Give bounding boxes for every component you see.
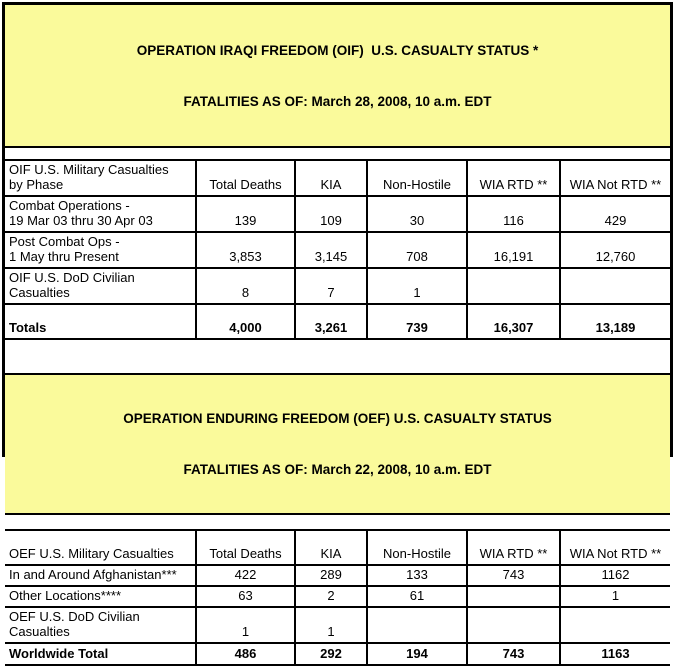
- oef-banner-subtitle: FATALITIES AS OF: March 22, 2008, 10 a.m. EDT: [183, 462, 492, 477]
- spacer: [5, 340, 670, 373]
- wia-not-rtd-total: 13,189: [560, 304, 670, 339]
- wia-not-rtd-value: 1162: [560, 565, 670, 586]
- wia-not-rtd-value: 12,760: [560, 232, 670, 268]
- total-deaths-value: 1: [196, 607, 295, 643]
- oef-row-afghanistan: [5, 565, 670, 586]
- oef-row-other-locations: [5, 586, 670, 607]
- non-hostile-total: 739: [367, 304, 467, 339]
- oif-banner-title: OPERATION IRAQI FREEDOM (OIF) U.S. CASUALTY STATUS *: [136, 43, 539, 58]
- oef-banner: [5, 373, 670, 515]
- total-deaths-total: 486: [196, 643, 295, 665]
- non-hostile-value: 708: [367, 232, 467, 268]
- kia-value: 109: [295, 196, 367, 232]
- oef-banner-title: OPERATION ENDURING FREEDOM (OEF) U.S. CASUALTY STATUS: [123, 411, 552, 426]
- non-hostile-value: 30: [367, 196, 467, 232]
- wia-rtd-value: [467, 586, 560, 607]
- wia-not-rtd-value: [560, 607, 670, 643]
- column-header-total-deaths: Total Deaths: [196, 160, 295, 196]
- column-header-non-hostile: Non-Hostile: [367, 160, 467, 196]
- wia-rtd-total: 16,307: [467, 304, 560, 339]
- wia-rtd-value: [467, 607, 560, 643]
- total-deaths-total: 4,000: [196, 304, 295, 339]
- oif-row-dod-civilian: [5, 268, 670, 304]
- row-label-line2: Casualties: [9, 285, 70, 300]
- oif-row-combat-operations: [5, 196, 670, 232]
- spacer: [5, 148, 670, 159]
- kia-value: 289: [295, 565, 367, 586]
- wia-not-rtd-value: 1: [560, 586, 670, 607]
- oef-table: [5, 529, 670, 666]
- oif-row-post-combat-ops: [5, 232, 670, 268]
- wia-not-rtd-value: [560, 268, 670, 304]
- column-header-wia-not-rtd: WIA Not RTD **: [560, 160, 670, 196]
- column-header-wia-rtd: WIA RTD **: [467, 160, 560, 196]
- wia-not-rtd-value: 429: [560, 196, 670, 232]
- row-label-line2: Casualties: [9, 624, 70, 639]
- worldwide-total-label: Worldwide Total: [5, 643, 196, 665]
- total-deaths-value: 422: [196, 565, 295, 586]
- kia-total: 3,261: [295, 304, 367, 339]
- kia-value: 7: [295, 268, 367, 304]
- column-header-kia: KIA: [295, 160, 367, 196]
- non-hostile-value: 61: [367, 586, 467, 607]
- column-header-total-deaths: Total Deaths: [196, 530, 295, 565]
- spacer: [5, 515, 670, 529]
- total-deaths-value: 8: [196, 268, 295, 304]
- wia-rtd-value: 16,191: [467, 232, 560, 268]
- column-header-wia-not-rtd: WIA Not RTD **: [560, 530, 670, 565]
- non-hostile-value: [367, 607, 467, 643]
- oif-header-row: [5, 160, 670, 196]
- wia-rtd-total: 743: [467, 643, 560, 665]
- column-header-kia: KIA: [295, 530, 367, 565]
- row-label-line1: OIF U.S. DoD Civilian: [9, 270, 135, 285]
- oif-header-label-line2: by Phase: [9, 177, 64, 192]
- row-label-cell: [5, 607, 196, 643]
- column-header-non-hostile: Non-Hostile: [367, 530, 467, 565]
- row-label-line2: 19 Mar 03 thru 30 Apr 03: [9, 213, 153, 228]
- wia-rtd-value: [467, 268, 560, 304]
- row-label-cell: In and Around Afghanistan***: [5, 565, 196, 586]
- non-hostile-value: 1: [367, 268, 467, 304]
- totals-label: Totals: [5, 304, 196, 339]
- row-label-line1: Post Combat Ops -: [9, 234, 120, 249]
- oef-row-dod-civilian: [5, 607, 670, 643]
- oef-totals-row: [5, 643, 670, 665]
- wia-rtd-value: 116: [467, 196, 560, 232]
- wia-not-rtd-total: 1163: [560, 643, 670, 665]
- row-label-line1: OEF U.S. DoD Civilian: [9, 609, 140, 624]
- oif-banner-subtitle: FATALITIES AS OF: March 28, 2008, 10 a.m. EDT: [183, 94, 492, 109]
- total-deaths-value: 139: [196, 196, 295, 232]
- row-label-cell: Other Locations****: [5, 586, 196, 607]
- row-label-line2: 1 May thru Present: [9, 249, 119, 264]
- row-label-cell: [5, 268, 196, 304]
- row-label-cell: [5, 232, 196, 268]
- oif-banner: [5, 5, 670, 148]
- casualty-report-document: [2, 2, 673, 661]
- non-hostile-value: 133: [367, 565, 467, 586]
- oif-totals-row: [5, 304, 670, 339]
- oif-header-label-cell: [5, 160, 196, 196]
- total-deaths-value: 63: [196, 586, 295, 607]
- kia-value: 1: [295, 607, 367, 643]
- oif-header-label-line1: OIF U.S. Military Casualties: [9, 162, 169, 177]
- kia-value: 3,145: [295, 232, 367, 268]
- column-header-wia-rtd: WIA RTD **: [467, 530, 560, 565]
- wia-rtd-value: 743: [467, 565, 560, 586]
- kia-value: 2: [295, 586, 367, 607]
- row-label-line1: Combat Operations -: [9, 198, 130, 213]
- row-label-cell: [5, 196, 196, 232]
- oif-table: [5, 159, 670, 340]
- oef-header-label-cell: OEF U.S. Military Casualties: [5, 530, 196, 565]
- non-hostile-total: 194: [367, 643, 467, 665]
- kia-total: 292: [295, 643, 367, 665]
- oef-header-row: [5, 530, 670, 565]
- total-deaths-value: 3,853: [196, 232, 295, 268]
